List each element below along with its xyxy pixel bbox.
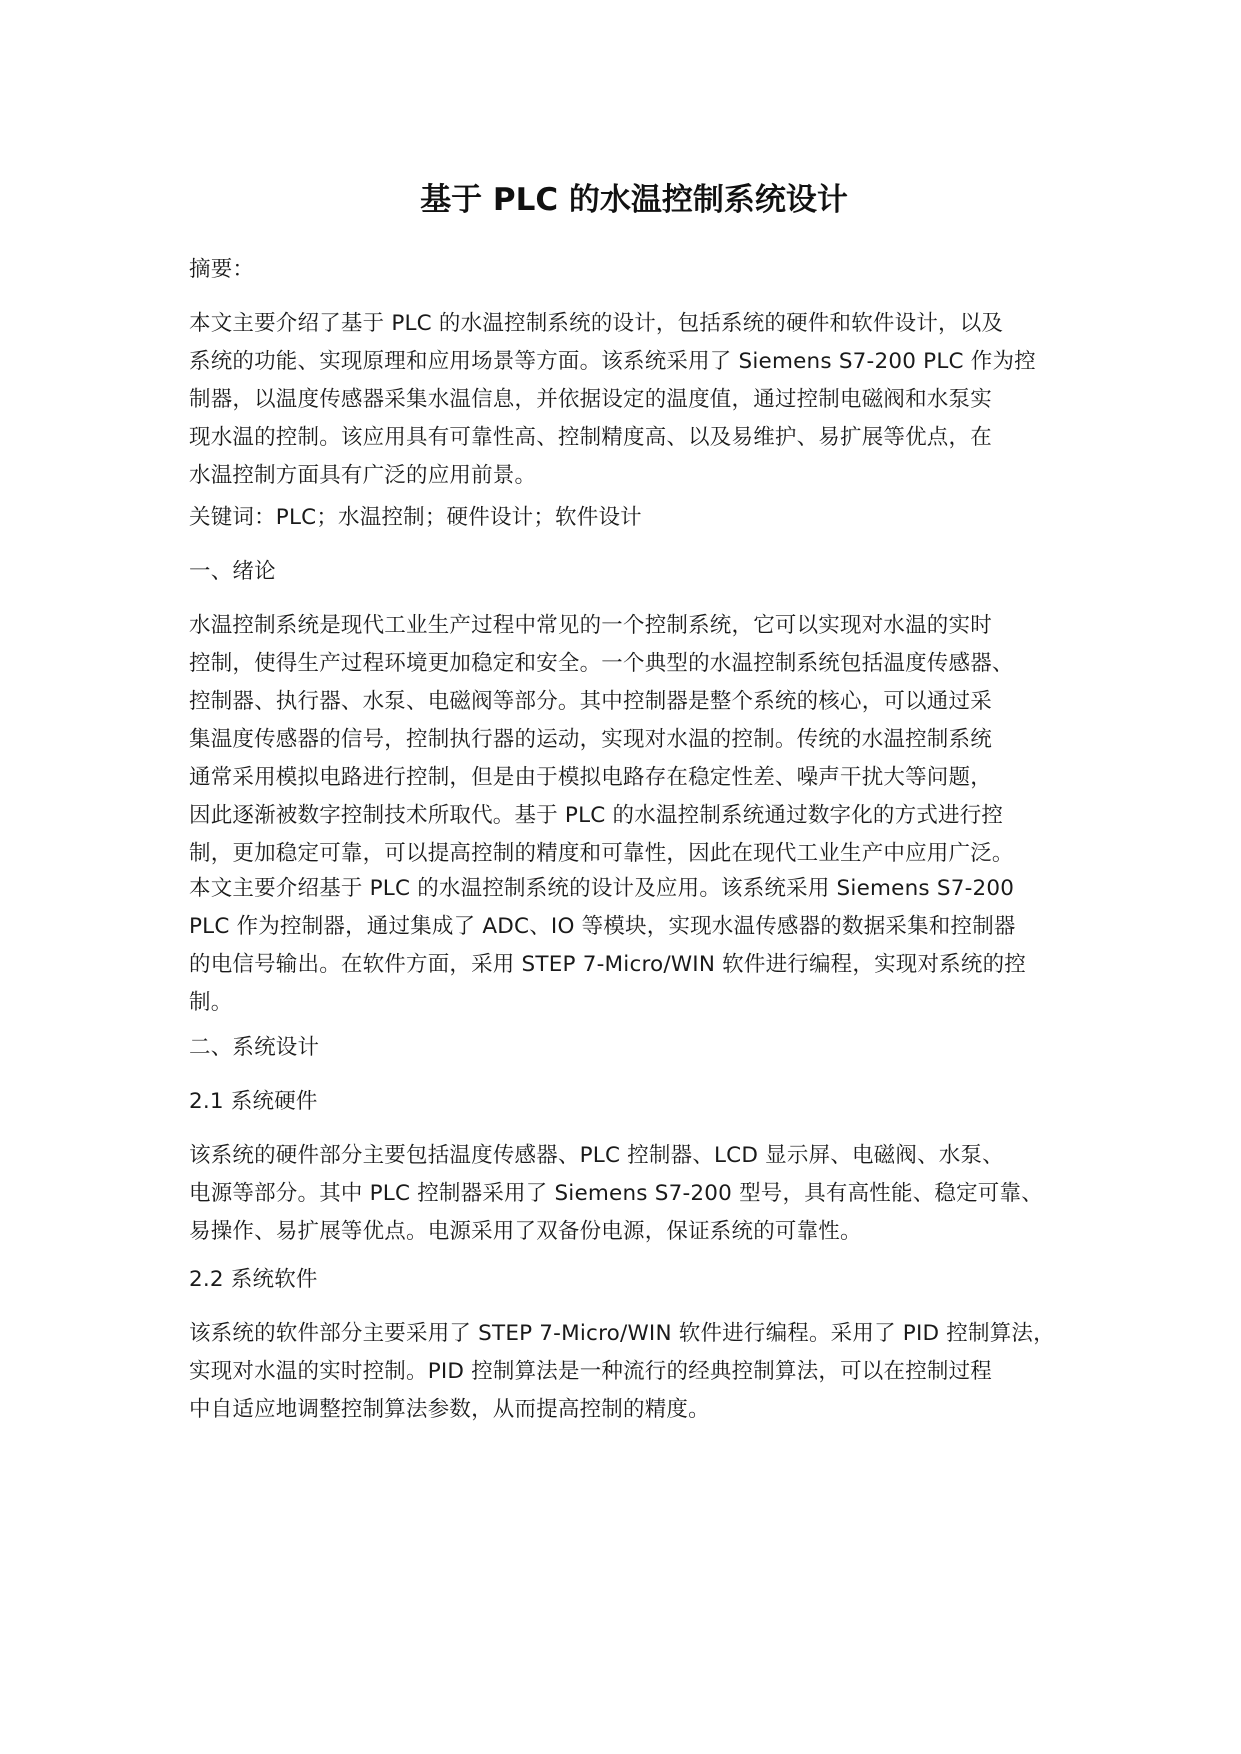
abstract-body: 本文主要介绍了基于 PLC 的水温控制系统的设计，包括系统的硬件和软件设计，以及 系统的功能、实现原理和应用场景等方面。该系统采用了 Siemens S7-200 PLC 作为控 制器，以温度传感器采集水温信息，并依据设定的温度值，通过控制电磁阀和水泵实 现水温的控制。该应用具有可靠性高、控制精度高、以及易维护、易扩展等优点，在 水温控制方面具有广泛的应用前景。 [189,311,1036,488]
section2-2-body: 该系统的软件部分主要采用了 STEP 7-Micro/WIN 软件进行编程。采用了 PID 控制算法， 实现对水温的实时控制。PID 控制算法是一种流行的经典控制算法，可以在控制过程 中自适应地调整控制算法参数，从而提高控制的精度。 [189,1321,1055,1422]
section2-heading: 二、系统设计 [189,1035,320,1060]
keywords: 关键词：PLC；水温控制；硬件设计；软件设计 [189,505,642,530]
document-title: 基于 PLC 的水温控制系统设计 [420,182,848,218]
section2-2-heading: 2.2 系统软件 [189,1267,318,1292]
section1-heading: 一、绪论 [189,559,276,584]
section1-paragraph-1: 水温控制系统是现代工业生产过程中常见的一个控制系统，它可以实现对水温的实时 控制，使得生产过程环境更加稳定和安全。一个典型的水温控制系统包括温度传感器、 控制器、执行器、水泵、电磁阀等部分。其中控制器是整个系统的核心，可以通过采 集温度传感器的信号，控制执行器的运动，实现对水温的控制。传统的水温控制系统 通常采用模拟电路进行控制，但是由于模拟电路存在稳定性差、噪声干扰大等问题， 因此逐渐被数字控制技术所取代。基于 PLC 的水温控制系统通过数字化的方式进行控 制，更加稳定可靠，可以提高控制的精度和可靠性，因此在现代工业生产中应用广泛。 [189,613,1014,866]
section1-paragraph-2: 本文主要介绍基于 PLC 的水温控制系统的设计及应用。该系统采用 Siemens S7-200 PLC 作为控制器，通过集成了 ADC、IO 等模块，实现水温传感器的数据采集和控制器 的电信号输出。在软件方面，采用 STEP 7-Micro/WIN 软件进行编程，实现对系统的控 制。 [189,876,1026,1015]
abstract-heading: 摘要： [189,257,255,282]
section2-1-body: 该系统的硬件部分主要包括温度传感器、PLC 控制器、LCD 显示屏、电磁阀、水泵、 电源等部分。其中 PLC 控制器采用了 Siemens S7-200 型号，具有高性能、稳定可靠、 易操作、易扩展等优点。电源采用了双备份电源，保证系统的可靠性。 [189,1143,1043,1244]
section2-1-heading: 2.1 系统硬件 [189,1089,318,1114]
